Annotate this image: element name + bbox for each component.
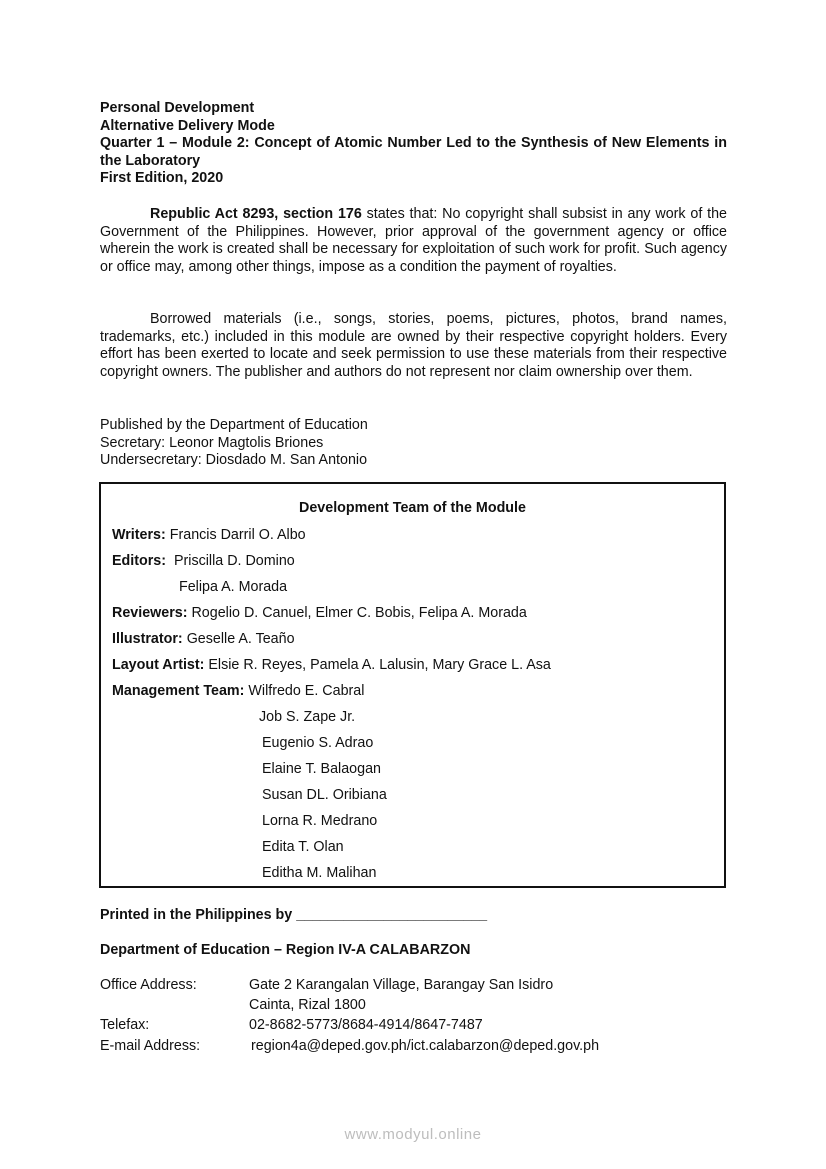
illustrator-label: Illustrator:	[112, 631, 183, 647]
secretary: Secretary: Leonor Magtolis Briones	[100, 434, 324, 451]
law-reference: Republic Act 8293, section 176	[150, 206, 362, 222]
illustrator-row	[112, 631, 295, 649]
editors-label: Editors:	[112, 553, 167, 569]
writers-value: Francis Darril O. Albo	[169, 527, 306, 543]
region-office: Department of Education – Region IV-A CALABARZON	[100, 942, 471, 958]
borrowed-materials-paragraph: Borrowed materials (i.e., songs, stories, poems, pictures, photos, brand names, trademarks, etc.) included in this module are owned by their respective copyright holders. Every effort has been exerted to locate and seek permission to use these materials from their respective copyright owners. The publisher and authors do not represent nor claim ownership over them.	[100, 311, 727, 380]
email-value: region4a@deped.gov.ph/ict.calabarzon@deped.gov.ph	[251, 1038, 600, 1054]
telefax-row	[100, 1017, 483, 1035]
office-address-line: Cainta, Rizal 1800	[249, 997, 366, 1013]
module-title: Quarter 1 – Module 2: Concept of Atomic Number Led to the Synthesis of New Elements in the Laboratory	[100, 135, 727, 169]
delivery-mode: Alternative Delivery Mode	[100, 117, 275, 134]
editor-name: Felipa A. Morada	[179, 579, 288, 595]
reviewers-label: Reviewers:	[112, 605, 188, 621]
office-address-label: Office Address:	[100, 977, 197, 993]
management-row	[112, 683, 364, 701]
layout-artist-row	[112, 657, 551, 675]
management-name: Eugenio S. Adrao	[262, 735, 374, 751]
layout-value: Elsie R. Reyes, Pamela A. Lalusin, Mary Grace L. Asa	[208, 657, 551, 673]
writers-label: Writers:	[112, 527, 166, 543]
office-address-line: Gate 2 Karangalan Village, Barangay San Isidro	[249, 977, 554, 993]
team-title: Development Team of the Module	[299, 500, 526, 516]
telefax-value: 02-8682-5773/8684-4914/8647-7487	[249, 1017, 483, 1033]
copyright-paragraph	[100, 206, 727, 276]
development-team-box	[99, 482, 726, 888]
management-name: Susan DL. Oribiana	[262, 787, 387, 803]
illustrator-value: Geselle A. Teaño	[186, 631, 295, 647]
management-name: Wilfredo E. Cabral	[248, 683, 365, 699]
management-name: Job S. Zape Jr.	[259, 709, 356, 725]
undersecretary: Undersecretary: Diosdado M. San Antonio	[100, 452, 368, 469]
document-header	[100, 100, 727, 188]
published-by: Published by the Department of Education	[100, 417, 368, 433]
law-text: states that: No copyright shall subsist in any work of the Government of the Philippines. However, prior approval of the government agency or office wherein the work is created shall be necessary for exploitation of such work for profit. Such agency or office may, among other things, impose as a condition the payment of royalties.	[100, 206, 727, 275]
publisher-info	[100, 417, 727, 470]
management-name: Edita T. Olan	[262, 839, 344, 855]
email-label: E-mail Address:	[100, 1038, 201, 1054]
management-name: Editha M. Malihan	[262, 865, 377, 881]
writers-row	[112, 527, 306, 545]
management-name: Elaine T. Balaogan	[262, 761, 381, 777]
editors-row	[112, 553, 295, 571]
reviewers-row	[112, 605, 527, 623]
management-label: Management Team:	[112, 683, 245, 699]
watermark: www.modyul.online	[344, 1126, 482, 1143]
edition: First Edition, 2020	[100, 170, 224, 187]
management-name: Lorna R. Medrano	[262, 813, 378, 829]
layout-label: Layout Artist:	[112, 657, 205, 673]
subject-title: Personal Development	[100, 100, 255, 116]
email-row	[100, 1038, 600, 1056]
reviewers-value: Rogelio D. Canuel, Elmer C. Bobis, Felipa A. Morada	[191, 605, 527, 621]
editor-name: Priscilla D. Domino	[173, 553, 295, 569]
printed-by: Printed in the Philippines by ________________________	[100, 907, 488, 923]
telefax-label: Telefax:	[100, 1017, 150, 1033]
office-address-row	[100, 977, 554, 995]
